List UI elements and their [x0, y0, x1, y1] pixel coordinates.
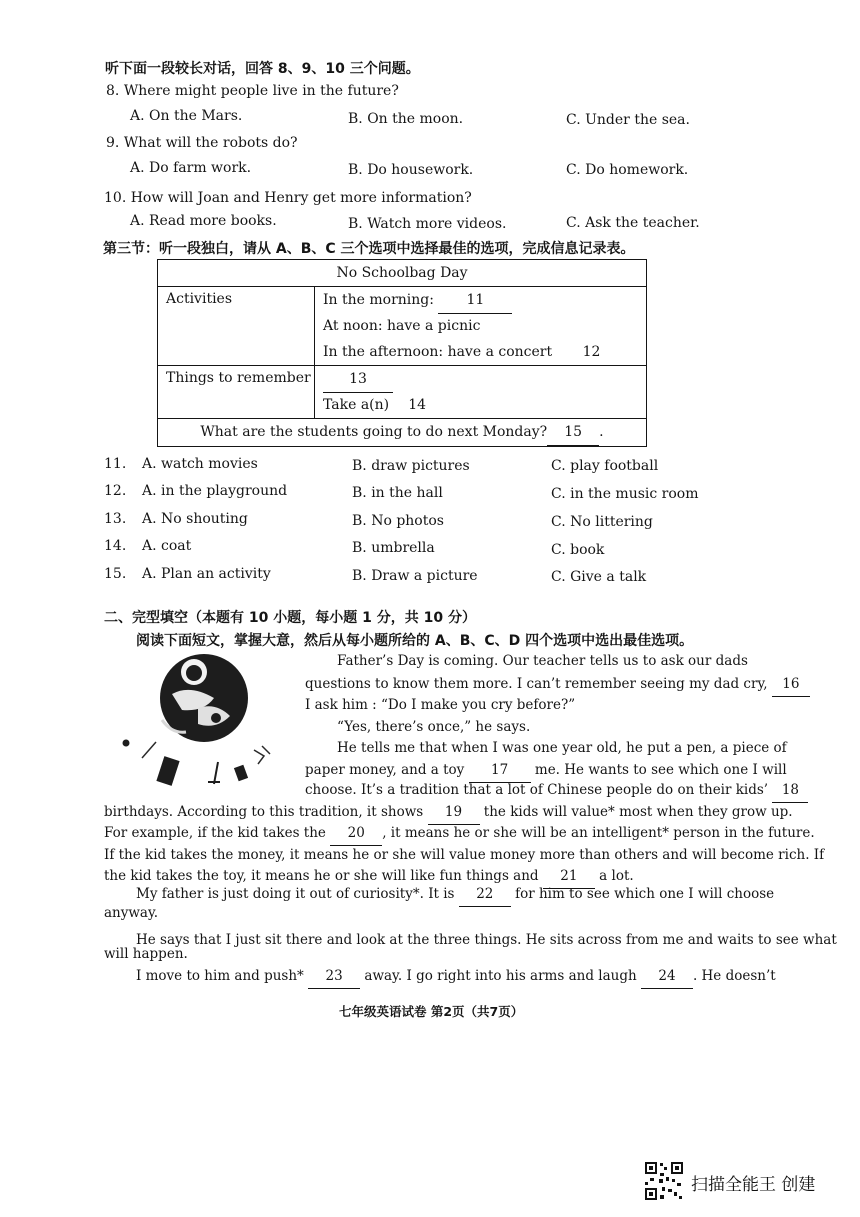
- blank-17[interactable]: 17: [469, 760, 531, 783]
- option-9b: B. Do housework.: [348, 162, 474, 178]
- option-11b: B. draw pictures: [352, 458, 470, 474]
- father-child-illustration: [112, 650, 290, 792]
- p6-line-a: I move to him and push* 23 away. I go right into his arms and laugh 24 . He doesn’t: [136, 966, 776, 989]
- remember-label: Things to remember: [158, 366, 315, 419]
- option-15c: C. Give a talk: [551, 569, 647, 585]
- option-10c: C. Ask the teacher.: [566, 215, 700, 231]
- p4-line-a: My father is just doing it out of curiosity*. It is 22 for him to see which one I will choose: [136, 884, 774, 907]
- question-10: [104, 190, 472, 206]
- option-14a: A. coat: [142, 538, 192, 554]
- question-number: 8.: [106, 83, 120, 99]
- option-row-13: 13.: [104, 511, 127, 527]
- option-12c: C. in the music room: [551, 486, 699, 502]
- blank-21[interactable]: 21: [543, 866, 595, 889]
- p1-line-c: I ask him : “Do I make you cry before?”: [305, 697, 576, 713]
- blank-24[interactable]: 24: [641, 966, 693, 989]
- option-11a: A. watch movies: [142, 456, 258, 472]
- p1-line-a: Father’s Day is coming. Our teacher tells us to ask our dads: [337, 653, 748, 669]
- option-12a: A. in the playground: [142, 483, 288, 499]
- option-9a: A. Do farm work.: [130, 160, 252, 176]
- option-13c: C. No littering: [551, 514, 653, 530]
- question-9: [106, 135, 298, 151]
- blank-11[interactable]: 11: [438, 287, 512, 314]
- blank-18[interactable]: 18: [772, 780, 808, 803]
- question-8: [106, 83, 399, 99]
- option-15a: A. Plan an activity: [142, 566, 271, 582]
- p3-line-b: paper money, and a toy 17 me. He wants to see which one I will: [305, 760, 787, 783]
- scanner-watermark: 扫描全能王 创建: [691, 1175, 816, 1195]
- blank-23[interactable]: 23: [308, 966, 360, 989]
- option-9c: C. Do homework.: [566, 162, 689, 178]
- activities-cell: [315, 287, 647, 366]
- option-14c: C. book: [551, 542, 605, 558]
- option-8c: C. Under the sea.: [566, 112, 690, 128]
- p3-line-g: the kid takes the toy, it means he or she will like fun things and 21 a lot.: [104, 866, 634, 889]
- option-12b: B. in the hall: [352, 485, 443, 501]
- option-10a: A. Read more books.: [130, 213, 277, 229]
- p3-line-d: birthdays. According to this tradition, it shows 19 the kids will value* most when they grow up.: [104, 802, 793, 825]
- morning-line: In the morning: 11: [315, 287, 646, 313]
- blank-13[interactable]: 13: [323, 366, 393, 393]
- option-8b: B. On the moon.: [348, 111, 464, 127]
- question-text: What will the robots do?: [123, 135, 298, 151]
- p4-line-b: anyway.: [104, 905, 159, 921]
- qr-code-icon: [644, 1161, 684, 1201]
- option-8a: A. On the Mars.: [130, 108, 243, 124]
- p5-line-b: will happen.: [104, 946, 188, 962]
- section3-title: 第三节：听一段独白，请从 A、B、C 三个选项中选择最佳的选项，完成信息记录表。: [103, 241, 635, 257]
- question-text: How will Joan and Henry get more information?: [130, 190, 472, 206]
- part2-instruction: 阅读下面短文，掌握大意，然后从每小题所给的 A、B、C、D 四个选项中选出最佳选项。: [136, 633, 694, 649]
- option-15b: B. Draw a picture: [352, 568, 478, 584]
- noon-line: At noon: have a picnic: [323, 318, 481, 334]
- option-14b: B. umbrella: [352, 540, 435, 556]
- option-10b: B. Watch more videos.: [348, 216, 507, 232]
- remember-cell: [315, 366, 647, 419]
- page-footer: 七年级英语试卷 第2页（共7页）: [339, 1004, 524, 1019]
- p2: “Yes, there’s once,” he says.: [337, 719, 531, 735]
- take-line: Take a(n) 14: [315, 392, 646, 418]
- section-intro: 听下面一段较长对话，回答 8、9、10 三个问题。: [105, 61, 420, 77]
- option-13a: A. No shouting: [142, 511, 248, 527]
- p1-line-b: questions to know them more. I can’t remember seeing my dad cry, 16: [305, 674, 810, 697]
- question-number: 9.: [106, 135, 120, 151]
- option-13b: B. No photos: [352, 513, 444, 529]
- p3-line-a: He tells me that when I was one year old, he put a pen, a piece of: [337, 740, 787, 756]
- blank-19[interactable]: 19: [428, 802, 480, 825]
- blank-12[interactable]: 12: [557, 339, 627, 366]
- info-record-form: [157, 259, 647, 447]
- blank-15[interactable]: 15: [547, 419, 599, 446]
- option-11c: C. play football: [551, 458, 659, 474]
- monday-row: What are the students going to do next Monday? 15 .: [158, 419, 647, 447]
- p3-line-c: choose. It’s a tradition that a lot of Chinese people do on their kids’ 18: [305, 780, 808, 803]
- afternoon-line: In the afternoon: have a concert 12: [315, 339, 646, 365]
- p3-line-e: For example, if the kid takes the 20 , it means he or she will be an intelligent* person in the future.: [104, 823, 815, 846]
- blank-20[interactable]: 20: [330, 823, 382, 846]
- blank-22[interactable]: 22: [459, 884, 511, 907]
- p3-line-f: If the kid takes the money, it means he or she will value money more than others and will become rich. If: [104, 847, 825, 863]
- option-row-15: 15.: [104, 566, 127, 582]
- activities-label: Activities: [158, 287, 315, 366]
- option-row-14: 14.: [104, 538, 127, 554]
- question-text: Where might people live in the future?: [123, 83, 399, 99]
- option-row-12: 12.: [104, 483, 127, 499]
- blank-14[interactable]: 14: [389, 392, 445, 419]
- option-row-11: 11.: [104, 456, 127, 472]
- form-title: No Schoolbag Day: [158, 260, 647, 287]
- question-number: 10.: [104, 190, 127, 206]
- part2-title: 二、完型填空（本题有 10 小题，每小题 1 分，共 10 分）: [104, 610, 476, 626]
- p5-line-a: He says that I just sit there and look at the three things. He sits across from me and waits to see what: [136, 932, 837, 948]
- blank-16[interactable]: 16: [772, 674, 810, 697]
